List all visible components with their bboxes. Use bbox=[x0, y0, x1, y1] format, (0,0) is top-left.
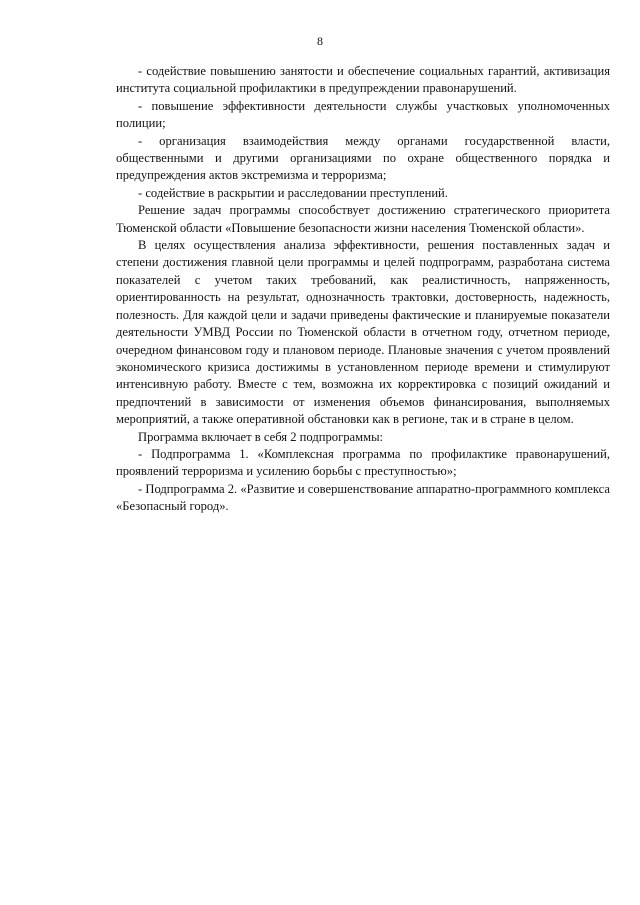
paragraph-subprogram-1: - Подпрограмма 1. «Комплексная программа по профилактике правонарушений, проявлений терроризма и усилению борьбы с преступностью»; bbox=[116, 446, 610, 479]
page-number: 8 bbox=[317, 34, 323, 48]
paragraph-district-officers: - повышение эффективности деятельности службы участковых уполномоченных полиции; bbox=[116, 98, 610, 131]
paragraph-crime-detection: - содействие в раскрытии и расследовании преступлений. bbox=[138, 185, 448, 200]
paragraph-subprogram-2: - Подпрограмма 2. «Развитие и совершенствование аппаратно-программного комплекса «Безопасный город». bbox=[116, 481, 610, 514]
paragraph-strategic-priority: Решение задач программы способствует достижению стратегического приоритета Тюменской области «Повышение безопасности жизни населения Тюменской области». bbox=[116, 203, 610, 235]
paragraph-employment: - содействие повышению занятости и обеспечение социальных гарантий, активизация института социальной профилактики в предупреждении правонарушений. bbox=[116, 64, 610, 96]
paragraph-subprograms-intro: Программа включает в себя 2 подпрограммы: bbox=[138, 429, 384, 444]
document-body bbox=[116, 63, 610, 516]
paragraph-interaction: - организация взаимодействия между органами государственной власти, общественными и другими организациями по охране общественного порядка и предупреждения актов экстремизма и терроризма; bbox=[116, 133, 610, 183]
paragraph-efficiency-analysis: В целях осуществления анализа эффективности, решения поставленных задач и степени достижения главной цели программы и целей подпрограмм, разработана система показателей с учетом таких требований, как реалистичность, напряженность, ориентированность на результат, однозначность трактовки, достоверность, надежность, полезность. Для каждой цели и задачи приведены фактические и планируемые показатели деятельности УМВД России по Тюменской области в отчетном году, отчетном периоде, очередном финансовом году и плановом периоде. Плановые значения с учетом проявлений экономического кризиса достижимы в установленном периоде времени и стимулируют интенсивную работу. Вместе с тем, возможна их корректировка с позиций ожиданий и предпочтений в зависимости от изменения объемов финансирования, выполняемых мероприятий, а также оперативной обстановки как в регионе, так и в стране в целом. bbox=[116, 238, 610, 427]
